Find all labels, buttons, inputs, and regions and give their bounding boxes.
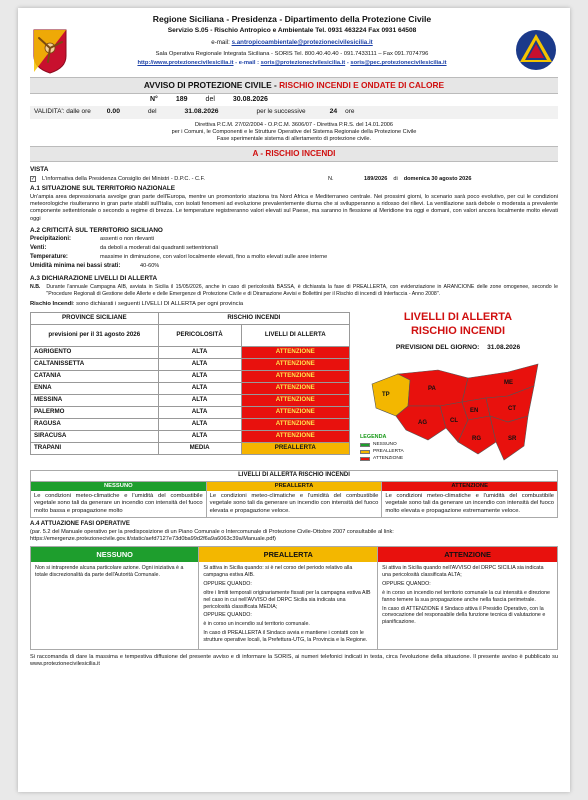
header-web-line — [74, 60, 510, 67]
table-row — [31, 442, 350, 454]
legend-label: PREALLERTA — [373, 449, 404, 455]
header — [30, 14, 558, 74]
pec-email-link[interactable]: soris@pec.protezionecivilesicilia.it — [350, 59, 447, 66]
province-name: PALERMO — [31, 406, 159, 418]
direttiva-line-1: Direttiva P.C.M. 27/02/2004 - O.P.C.M. 3606/07 - Direttiva P.R.S. del 14.01.2006 — [194, 121, 394, 128]
pericolosita-value: ALTA — [158, 346, 241, 358]
pericolosita-value: ALTA — [158, 382, 241, 394]
prev-day — [358, 344, 558, 352]
fase-nessuno — [31, 547, 199, 649]
fase-para: In caso di PREALLERTA il Sindaco avvia e mantiene i contatti con le strutture operative locali, la Prefettura-UTG, la Provincia e la Regione. — [203, 630, 368, 644]
del-label: del — [205, 95, 215, 103]
vista-text: L'informativa della Presidenza Consiglio dei Ministri - D.P.C. - C.F. — [42, 175, 205, 182]
level-header: NESSUNO — [31, 482, 206, 491]
alert-section — [30, 301, 558, 466]
province-name: CALTANISSETTA — [31, 358, 159, 370]
soris-email-link[interactable]: soris@protezionecivilesicilia.it — [260, 59, 346, 66]
direttiva-line-3: Fase sperimentale sistema di allertamento di protezione civile. — [216, 135, 372, 142]
a3-text — [30, 284, 558, 298]
table-header-row — [31, 312, 350, 324]
legend-label: ATTENZIONE — [373, 456, 404, 462]
table-row — [31, 406, 350, 418]
province-name: MESSINA — [31, 394, 159, 406]
vista-di: di — [393, 175, 398, 182]
alert-level-value: ATTENZIONE — [241, 430, 349, 442]
ore-label: ore — [345, 108, 355, 116]
successive-label: per le successive — [256, 108, 306, 116]
alert-level-value: ATTENZIONE — [241, 394, 349, 406]
alert-level-value: ATTENZIONE — [241, 418, 349, 430]
province-table-note — [30, 301, 350, 308]
vista-title: VISTA — [30, 165, 49, 173]
map-label-rg: RG — [472, 436, 481, 443]
prev-label: PREVISIONI DEL GIORNO: — [395, 343, 480, 351]
legend-swatch — [360, 443, 370, 447]
table-row — [31, 394, 350, 406]
a1-title: A.1 SITUAZIONE SUL TERRITORIO NAZIONALE — [30, 184, 175, 192]
note-text: : sono dichiarati i seguenti LIVELLI DI ALLERTA per ogni provincia — [72, 301, 244, 308]
section-a-title: A - RISCHIO INCENDI — [30, 146, 558, 162]
checkbox-icon: ✓ — [31, 176, 36, 183]
pericolosita-value: ALTA — [158, 406, 241, 418]
alert-level-value: ATTENZIONE — [241, 382, 349, 394]
validity-hours: 24 — [329, 108, 338, 116]
crit-key: Umidità minima nei bassi strati: — [30, 263, 121, 270]
pericolosita-value: ALTA — [158, 370, 241, 382]
civil-protection-logo — [514, 28, 558, 72]
crit-key: Temperature: — [30, 254, 68, 261]
fase-para: Si attiva in Sicilia quando nell'AVVISO del DRPC SICILIA sia indicata una pericolosità classificata ALTA; — [382, 565, 544, 579]
level-text: Le condizioni meteo-climatiche e l'umidità del combustibile vegetale sono tali da generare un incendio con intensità del fuoco elevata e propagazione veloce. — [209, 492, 379, 514]
manual-link[interactable]: https://emergenze.protezionecivile.gov.it/static/aefd7127e73d0ba99d2f6a9a6063c39a/Manuale.pdf) — [30, 535, 276, 542]
fase-para: OPPURE QUANDO: — [382, 580, 431, 587]
crit-value: da deboli a moderati dai quadranti settentrionali — [100, 245, 218, 252]
footer-note: Si raccomanda di dare la massima e tempestiva diffusione del presente avviso e di informare la SORIS, ai numeri telefonici indicati in testa, circa l'evoluzione della situazione. Il presente avviso è pubblicato su www.protezionecivilesicilia.it — [30, 653, 558, 668]
province-name: TRAPANI — [31, 442, 159, 454]
fase-header: NESSUNO — [31, 547, 198, 562]
avviso-highlight: RISCHIO INCENDI E ONDATE DI CALORE — [279, 80, 445, 90]
validity-date: 31.08.2026 — [184, 108, 219, 116]
table-row — [31, 358, 350, 370]
pericolosita-value: ALTA — [158, 418, 241, 430]
note-bold: Rischio Incendi — [30, 301, 73, 308]
sicily-map — [358, 356, 558, 466]
th-rischio: RISCHIO INCENDI — [158, 312, 349, 324]
map-label-ct: CT — [508, 406, 516, 413]
legend-item — [360, 442, 404, 448]
validity-label: VALIDITA': dalle ore — [34, 108, 91, 116]
avviso-date: 30.08.2026 — [232, 95, 268, 103]
header-title: Regione Siciliana - Presidenza - Dipartimento della Protezione Civile — [152, 14, 432, 24]
map-title — [358, 311, 558, 337]
level-attenzione — [382, 482, 557, 518]
th-pericolosita: PERICOLOSITÀ — [158, 324, 241, 346]
table-row — [31, 430, 350, 442]
alert-map-panel — [358, 301, 558, 466]
province-name: ENNA — [31, 382, 159, 394]
legend-item — [360, 449, 404, 455]
province-name: SIRACUSA — [31, 430, 159, 442]
validity-hour: 0.00 — [106, 108, 120, 116]
level-text: Le condizioni meteo-climatiche e l'umidità del combustibile vegetale sono tali da generare un incendio con intensità del fuoco molto bassa e propagazione molto — [34, 492, 203, 514]
alert-level-value: ATTENZIONE — [241, 370, 349, 382]
avviso-number-row — [30, 94, 558, 107]
header-email-link[interactable]: s.antropicoambientale@protezionecivilesicilia.it — [231, 38, 373, 46]
table-row — [31, 382, 350, 394]
fase-para: Non si intraprende alcuna particolare azione. Ogni iniziativa è a totale discrezionalità da parte dell'Autorità Comunale. — [35, 565, 184, 579]
crit-value: 40-60% — [140, 263, 160, 270]
level-text: Le condizioni meteo-climatiche e l'umidità del combustibile vegetale sono tali da generare un incendio con intensità del fuoco molto elevata e propagazione estremamente veloce. — [385, 492, 555, 514]
crit-row — [30, 245, 558, 253]
pericolosita-value: ALTA — [158, 430, 241, 442]
website-link[interactable]: http://www.protezionecivilesicilia.it — [137, 59, 234, 66]
province-name: CATANIA — [31, 370, 159, 382]
table-row — [31, 346, 350, 358]
map-label-cl: CL — [450, 418, 458, 425]
map-label-en: EN — [470, 408, 479, 415]
fase-para: OPPURE QUANDO: — [203, 580, 252, 587]
th-province: PROVINCE SICILIANE — [31, 312, 159, 324]
web-sep: - e-mail : — [233, 59, 261, 66]
avviso-prefix: AVVISO DI PROTEZIONE CIVILE - — [143, 80, 280, 90]
map-legend — [360, 434, 404, 462]
th-livelli: LIVELLI DI ALLERTA — [241, 324, 349, 346]
table-row — [31, 418, 350, 430]
level-header: ATTENZIONE — [382, 482, 557, 491]
legend-item — [360, 456, 404, 462]
a3-title: A.3 DICHIARAZIONE LIVELLI DI ALLERTA — [30, 274, 158, 282]
pericolosita-value: MEDIA — [158, 442, 241, 454]
table-subheader-row — [31, 324, 350, 346]
nb-label: N.B. — [30, 283, 41, 290]
avviso-number: 189 — [175, 95, 188, 103]
level-preallerta — [207, 482, 383, 518]
header-email-line — [74, 39, 510, 47]
pericolosita-value: ALTA — [158, 394, 241, 406]
map-label-me: ME — [504, 380, 513, 387]
n-label: N° — [150, 95, 158, 103]
crit-key: Venti: — [30, 245, 47, 252]
vista-date: domenica 30 agosto 2026 — [403, 175, 472, 182]
fasi-table — [30, 546, 558, 650]
pericolosita-value: ALTA — [158, 358, 241, 370]
header-sala: Sala Operativa Regionale Integrata Siciliana - SORIS Tel. 800.40.40.40 - 091.7433111 – Fax 091.7074796 — [155, 50, 429, 57]
crit-row — [30, 236, 558, 244]
fase-text — [199, 562, 377, 649]
legend-swatch — [360, 450, 370, 454]
alert-level-value: PREALLERTA — [241, 442, 349, 454]
th-previsioni: previsioni per il 31 agosto 2026 — [31, 324, 159, 346]
a2-title: A.2 CRITICITÀ SUL TERRITORIO SICILIANO — [30, 226, 163, 234]
fase-text — [31, 562, 198, 584]
crit-row — [30, 263, 558, 271]
fase-attenzione — [378, 547, 557, 649]
fase-header: PREALLERTA — [199, 547, 377, 562]
province-name: RAGUSA — [31, 418, 159, 430]
a3-body: Durante l'annuale Campagna AIB, avviata in Sicilia il 15/05/2026, anche in caso di pericolosità BASSA, è dichiarata la fase di PREALLERTA, con evidenziazione in ARANCIONE delle zone omogenee, secondo le "Procedure Regionali di Gestione delle Allerte e delle Emergenze di Protezione Civile e di Diramazione Avvisi e Bollettini per il Rischio di incendi di Interfaccia - Anno 2008". — [46, 283, 558, 297]
levels-head: LIVELLI DI ALLERTA RISCHIO INCENDI — [30, 470, 558, 482]
direttiva-line-2: per i Comuni, le Componenti e le Strutture Operative del Sistema Regionale della Protezione Civile — [171, 128, 417, 135]
fase-para: In caso di ATTENZIONE il Sindaco attiva il Presidio Operativo, con la convocazione del responsabile della funzione tecnica di valutazione e pianificazione. — [382, 605, 546, 626]
map-label-ag: AG — [418, 420, 427, 427]
fase-preallerta — [199, 547, 378, 649]
fase-para: Si attiva in Sicilia quando: si è nel corso del periodo relativo alla campagna estiva AIB. — [203, 565, 353, 579]
vista-number: 189/2026 — [364, 175, 388, 182]
map-label-tp: TP — [382, 392, 390, 399]
fase-text — [378, 562, 557, 631]
province-table-wrap — [30, 301, 350, 466]
direttiva — [30, 122, 558, 143]
map-title-line-1: LIVELLI DI ALLERTA — [403, 311, 513, 324]
map-label-pa: PA — [428, 386, 436, 393]
fase-para: OPPURE QUANDO: — [203, 612, 252, 619]
map-label-sr: SR — [508, 436, 517, 443]
legend-swatch — [360, 457, 370, 461]
legend-title: LEGENDA — [360, 434, 387, 441]
crit-value: assenti o non rilevanti — [100, 236, 155, 243]
web-sep2: - — [345, 59, 351, 66]
a4-title: A.4 ATTUAZIONE FASI OPERATIVE — [30, 521, 130, 528]
a4-note: (par. 5.2 del Manuale operativo per la predisposizione di un Piano Comunale o Intercomunale di Protezione Civile-Ottobre 2007 consultabile al link: — [30, 528, 394, 535]
legend-label: NESSUNO — [373, 442, 397, 448]
crit-key: Precipitazioni: — [30, 236, 72, 243]
province-table-body — [31, 346, 350, 454]
validity-del: del — [147, 108, 157, 116]
crit-value: massime in diminuzione, con valori localmente elevati, fino a molto elevati sulle aree interne — [100, 254, 328, 261]
a1-text: Un'ampia area depressionaria avvolge gran parte dell'Europa, mentre un promontorio staziona tra Nord Africa e Mediterraneo centrale. Nei prossimi giorni, lo scenario sarà poco evolutivo, per cui le condizioni meteorologiche risulteranno in gran parte stabili sull'Italia, con isolati fenomeni ad evoluzione prevalentemente diurna che si svilupperanno a ridosso dei rilievi. La ventilazione sarà debole o moderata a prevalente componente settentrionale o secondo a regime di brezza. Le temperature registreranno valori elevati sul Paese, ma saranno in flessione al Meridione tra oggi e domani, con valori ancora localmente molto elevati oggi — [30, 193, 558, 222]
province-table — [30, 312, 350, 455]
province-name: AGRIGENTO — [31, 346, 159, 358]
prev-date: 31.08.2026 — [487, 343, 521, 351]
header-servizio: Servizio S.05 - Rischio Antropico e Ambientale Tel. 0931 463224 Fax 0931 64508 — [167, 26, 417, 34]
alert-level-value: ATTENZIONE — [241, 406, 349, 418]
email-label: e-mail: — [211, 38, 232, 46]
vista-row — [30, 176, 558, 183]
map-title-line-2: RISCHIO INCENDI — [410, 324, 506, 337]
level-header: PREALLERTA — [207, 482, 382, 491]
validity-row — [30, 106, 558, 118]
document-page — [18, 8, 570, 792]
fase-para: è in corso un incendio nel territorio comunale la cui intensità e direzione fanno temere la sua propagazione anche nella fascia perimetrale. — [382, 589, 550, 603]
vista-n: N. — [328, 175, 334, 182]
sicily-region-logo — [30, 28, 70, 74]
levels-table — [30, 482, 558, 519]
avviso-title-bar — [30, 77, 558, 94]
level-nessuno — [31, 482, 207, 518]
alert-level-value: ATTENZIONE — [241, 358, 349, 370]
alert-level-value: ATTENZIONE — [241, 346, 349, 358]
table-row — [31, 370, 350, 382]
fase-para: è in corso un incendio sul territorio comunale. — [203, 621, 310, 628]
fase-para: oltre i limiti temporali originariamente fissati per la campagna estiva AIB nel caso in cui nell'AVVISO del DRPC Sicilia sia indicata una pericolosità classificata MEDIA; — [203, 589, 371, 610]
crit-row — [30, 254, 558, 262]
fase-header: ATTENZIONE — [378, 547, 557, 562]
